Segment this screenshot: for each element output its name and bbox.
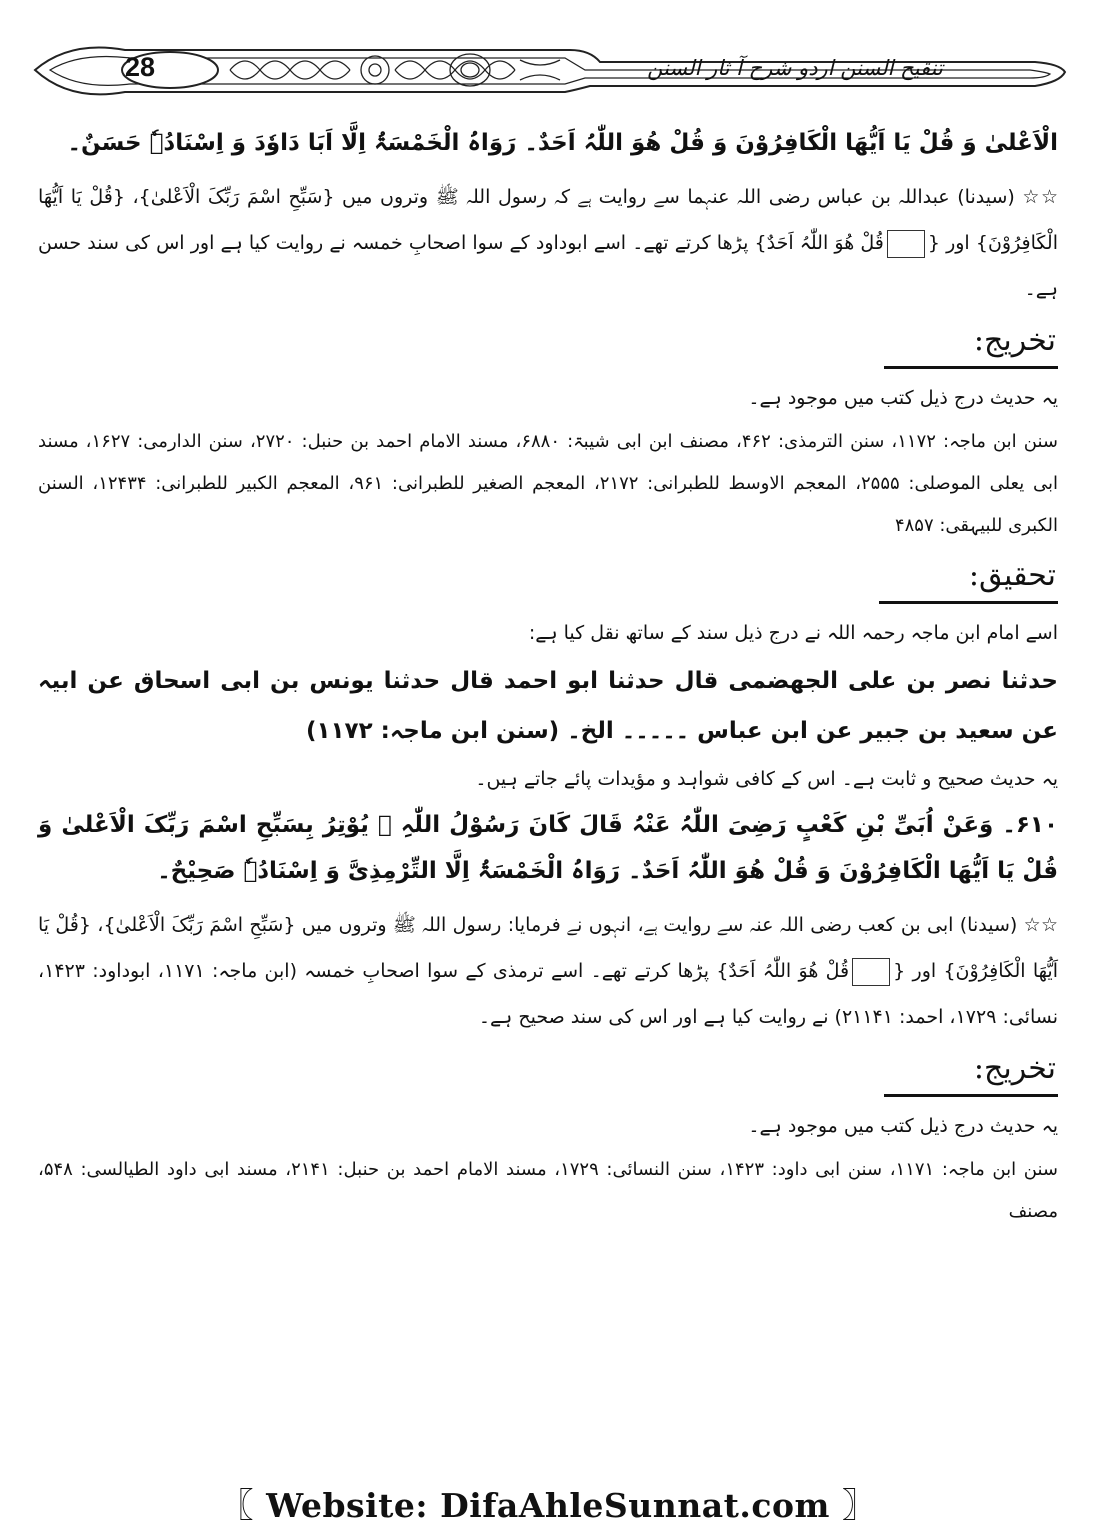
arabic-hadith-text: الْاَعْلیٰ وَ قُلْ یَا اَیُّھَا الْکَافِرُوْنَ وَ قُلْ ھُوَ اللّٰہُ اَحَدٌ۔ رَوَاہُ الْخَمْسَۃُ اِلَّا اَبَا دَاوٗدَ وَ اِسْنَادُہٗ حَسَنٌ۔	[67, 130, 1058, 156]
urdu-translation-part: ☆☆ (سیدنا) عبداللہ بن عباس رضی اللہ عنہما سے روایت ہے کہ رسول اللہ ﷺ وتروں میں {سَبِّحِ اسْمَ رَبِّکَ الْاَعْلیٰ}، {قُلْ یَا اَیُّھَا الْکَافِرُوْنَ} اور {	[38, 186, 1058, 254]
takhreej-intro-2: یہ حدیث درج ذیل کتب میں موجود ہے۔	[748, 1115, 1058, 1137]
reference-list-2: سنن ابن ماجہ: ۱۱۷۱، سنن ابی داود: ۱۴۲۳، سنن النسائی: ۱۷۲۹، مسند الامام احمد بن حنبل: ۲۱۴۱، مسند ابی داود الطیالسی: ۵۴۸، مصنف	[38, 1159, 1059, 1222]
takhreej-intro: یہ حدیث درج ذیل کتب میں موجود ہے۔	[748, 387, 1058, 409]
section-heading-takhreej-2: تخریج:	[38, 1046, 1058, 1097]
empty-box	[852, 958, 890, 986]
section-heading-tahqeeq: تحقیق:	[38, 553, 1058, 604]
reference-list: سنن ابن ماجہ: ۱۱۷۲، سنن الترمذی: ۴۶۲، مصنف ابن ابی شیبۃ: ۶۸۸۰، مسند الامام احمد بن حنبل: ۲۷۲۰، سنن الدارمی: ۱۶۲۷، مسند ابی یعلی الموصلی: ۲۵۵۵، المعجم الاوسط للطبرانی: ۲۱۷۲، المعجم الصغیر للطبرانی: ۹۶۱، المعجم الکبیر للطبرانی: ۱۲۴۳۴، السنن الکبری للبیہقی: ۴۸۵۷	[38, 431, 1058, 536]
urdu-translation-610	[38, 902, 1058, 1040]
right-bracket: 〗	[841, 1486, 877, 1526]
urdu-translation	[38, 174, 1058, 312]
urdu-translation-part: قُلْ ھُوَ اللّٰہُ اَحَدٌ} پڑھا کرتے تھے۔ اسے ابوداود کے سوا اصحابِ خمسہ نے روایت کیا ہے اور اس کی سند حسن ہے۔	[38, 232, 1058, 300]
isnad-chain: حدثنا نصر بن علی الجھضمی قال حدثنا ابو احمد قال حدثنا یونس بن ابی اسحاق عن ابیہ عن سعید بن جبیر عن ابن عباس ۔۔۔۔۔ الخ۔ (سنن ابن ماجہ: ۱۱۷۲)	[38, 668, 1058, 744]
section-heading-takhreej: تخریج:	[38, 318, 1058, 369]
page-header	[30, 30, 1070, 110]
website-footer	[0, 1478, 1096, 1527]
urdu-translation-part: ☆☆ (سیدنا) ابی بن کعب رضی اللہ عنہ سے روایت ہے، انہوں نے فرمایا: رسول اللہ ﷺ وتروں میں {سَبِّحِ اسْمَ رَبِّکَ الْاَعْلیٰ}، {قُلْ یَا اَیُّھَا الْکَافِرُوْنَ} اور {	[38, 914, 1058, 982]
book-title: تنقیح السنن اردو شرح آ ثار السنن	[647, 56, 943, 80]
urdu-translation-part: قُلْ ھُوَ اللّٰہُ اَحَدٌ} پڑھا کرتے تھے۔ اسے ترمذی کے سوا اصحابِ خمسہ (ابن ماجہ: ۱۱۷۱، ابوداود: ۱۴۲۳، نسائی: ۱۷۲۹، احمد: ۲۱۱۴۱) نے روایت کیا ہے اور اس کی سند صحیح ہے۔	[38, 960, 1058, 1028]
empty-box	[887, 230, 925, 258]
arabic-hadith-610: ۶۱۰۔ وَعَنْ اُبَیِّ بْنِ کَعْبٍ رَضِیَ اللّٰہُ عَنْہُ قَالَ کَانَ رَسُوْلُ اللّٰہِ ﷺ یُوْتِرُ بِسَبِّحِ اسْمَ رَبِّکَ الْاَعْلیٰ وَ قُلْ یَا اَیُّھَا الْکَافِرُوْنَ وَ قُلْ ھُوَ اللّٰہُ اَحَدٌ۔ رَوَاہُ الْخَمْسَۃُ اِلَّا التِّرْمِذِیَّ وَ اِسْنَادُہٗ صَحِیْحٌ۔	[38, 812, 1058, 884]
page-body	[38, 120, 1058, 1233]
tahqeeq-intro: اسے امام ابن ماجہ رحمہ اللہ نے درج ذیل سند کے ساتھ نقل کیا ہے:	[528, 622, 1058, 644]
website-text[interactable]: Website: DifaAhleSunnat.com	[266, 1486, 830, 1525]
left-bracket: 〖	[219, 1486, 255, 1526]
page-number: 28	[124, 52, 156, 82]
authenticity-note: یہ حدیث صحیح و ثابت ہے۔ اس کے کافی شواہد و مؤیدات پائے جاتے ہیں۔	[475, 768, 1058, 790]
